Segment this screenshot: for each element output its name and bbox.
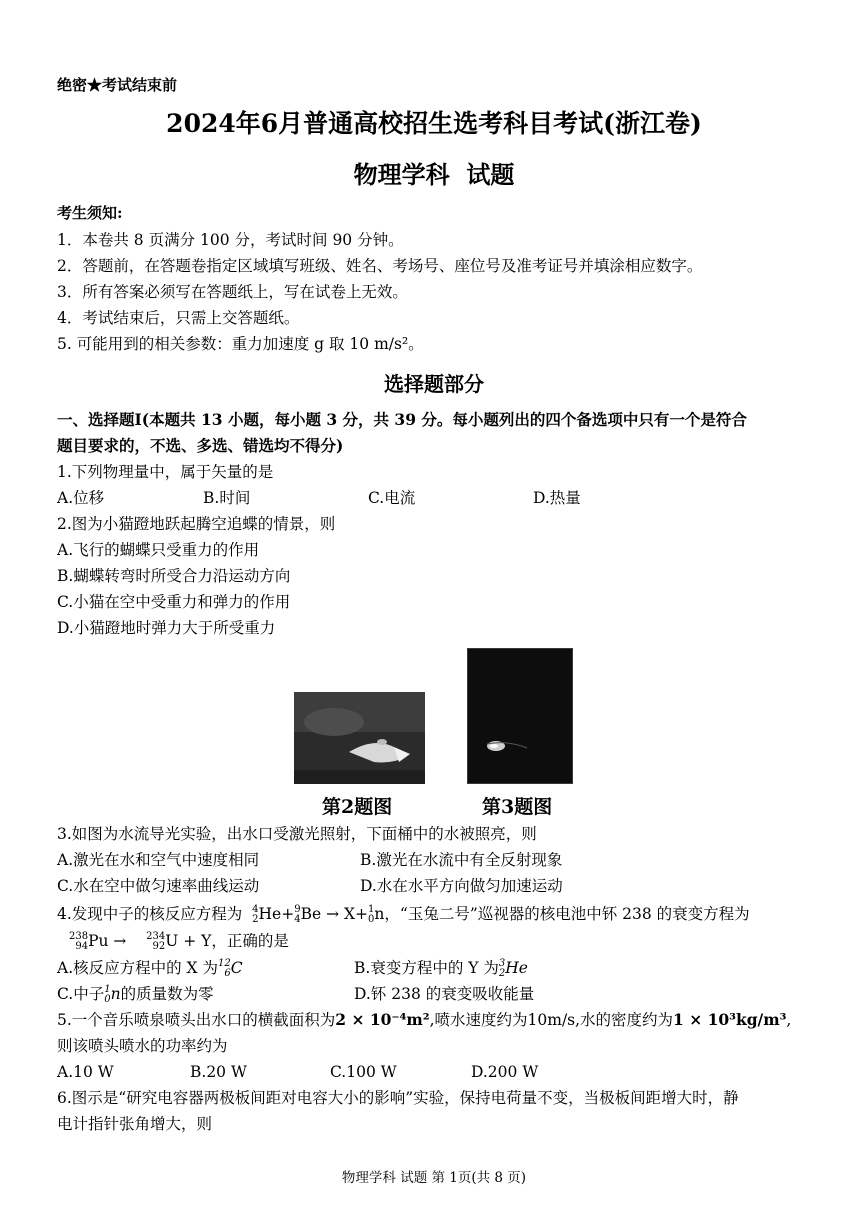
equation-part: He+ xyxy=(258,905,295,923)
q4-stem-text: 4.发现中子的核反应方程为 xyxy=(57,905,243,923)
option-text: A.核反应方程中的 X 为 xyxy=(57,959,219,977)
q5-option-c: C.100 W xyxy=(330,1063,397,1081)
element-symbol: n xyxy=(110,985,121,1003)
q5-option-d: D.200 W xyxy=(471,1063,539,1081)
equation-part: U + Y xyxy=(165,932,212,950)
density-value: 1 × 10³kg/m³ xyxy=(673,1010,787,1029)
mass-number: 12 xyxy=(218,958,231,969)
notice-item: 1．本卷共 8 页满分 100 分，考试时间 90 分钟。 xyxy=(57,231,404,249)
equation-part: Be → X+ xyxy=(300,905,369,923)
question-1-stem: 1.下列物理量中，属于矢量的是 xyxy=(57,463,274,481)
atomic-number: 4 xyxy=(294,914,301,925)
notice-item: 2．答题前，在答题卷指定区域填写班级、姓名、考场号、座位号及准考证号并填涂相应数字。 xyxy=(57,257,703,275)
subject-title: 物理学科 试题 xyxy=(353,160,515,189)
notice-item: 3．所有答案必须写在答题纸上，写在试卷上无效。 xyxy=(57,283,408,301)
option-text: C.中子 xyxy=(57,985,105,1003)
mass-number: 1 xyxy=(104,984,111,995)
question-5-line1 xyxy=(57,1007,791,1033)
q1-option-b: B.时间 xyxy=(203,489,251,507)
figure-3-label: 第3题图 xyxy=(482,796,553,818)
equation-part: n xyxy=(374,905,385,923)
mass-number: 4 xyxy=(252,904,259,915)
atomic-number: 92 xyxy=(152,941,166,952)
question-4-line2 xyxy=(69,928,289,954)
q4-option-b xyxy=(354,955,528,981)
option-text: 的质量数为零 xyxy=(120,985,214,1003)
atomic-number: 94 xyxy=(75,941,89,952)
section-instruction: 一、选择题Ⅰ(本题共 13 小题，每小题 3 分，共 39 分。每小题列出的四个备选项中只有一个是符合 xyxy=(57,410,747,429)
q2-option-b: B.蝴蝶转弯时所受合力沿运动方向 xyxy=(57,567,291,585)
element-symbol: He xyxy=(505,959,528,977)
q3-option-d: D.水在水平方向做匀加速运动 xyxy=(360,877,563,895)
area-value: 2 × 10⁻⁴m² xyxy=(335,1010,430,1029)
q5-stem-text: ,喷水速度约为10m/s,水的密度约为 xyxy=(429,1011,674,1029)
section-title: 选择题部分 xyxy=(384,372,484,396)
q4-option-d: D.钚 238 的衰变吸收能量 xyxy=(354,985,535,1003)
notice-item: 5. 可能用到的相关参数：重力加速度 g 取 10 m/s²。 xyxy=(57,335,424,353)
q3-option-a: A.激光在水和空气中速度相同 xyxy=(57,851,260,869)
atomic-number: 2 xyxy=(252,914,259,925)
q2-option-d: D.小猫蹬地时弹力大于所受重力 xyxy=(57,619,276,637)
q4-stem-text: ，正确的是 xyxy=(211,932,289,950)
question-3-stem: 3.如图为水流导光实验，出水口受激光照射，下面桶中的水被照亮，则 xyxy=(57,825,537,843)
q2-option-a: A.飞行的蝴蝶只受重力的作用 xyxy=(57,541,260,559)
element-symbol: C xyxy=(230,959,243,977)
q5-stem-text: 5.一个音乐喷泉喷头出水口的横截面积为 xyxy=(57,1011,336,1029)
question-6-line2: 电计指针张角增大，则 xyxy=(57,1115,213,1133)
question-4-line1 xyxy=(57,901,750,927)
option-text: B.衰变方程中的 Y 为 xyxy=(354,959,499,977)
figure-3-photo xyxy=(467,648,573,784)
mass-number: 1 xyxy=(368,904,375,915)
mass-number: 3 xyxy=(498,958,506,969)
q5-option-a: A.10 W xyxy=(57,1063,114,1081)
equation-part: Pu → xyxy=(88,932,127,950)
exam-title: 2024年6月普通高校招生选考科目考试(浙江卷) xyxy=(166,109,702,138)
q3-option-b: B.激光在水流中有全反射现象 xyxy=(360,851,563,869)
q2-option-c: C.小猫在空中受重力和弹力的作用 xyxy=(57,593,291,611)
q3-option-c: C.水在空中做匀速率曲线运动 xyxy=(57,877,260,895)
atomic-number: 0 xyxy=(104,994,111,1005)
q4-stem-text: ，“玉兔二号”巡视器的核电池中钚 238 的衰变方程为 xyxy=(384,905,750,923)
question-5-line2: 则该喷头喷水的功率约为 xyxy=(57,1037,228,1055)
atomic-number: 6 xyxy=(224,968,231,979)
q1-option-d: D.热量 xyxy=(533,489,581,507)
figure-2-photo xyxy=(294,692,425,784)
q1-option-a: A.位移 xyxy=(57,489,105,507)
secret-label: 绝密★考试结束前 xyxy=(57,76,178,94)
figure-2-label: 第2题图 xyxy=(322,796,393,818)
question-6-line1: 6.图示是“研究电容器两极板间距对电容大小的影响”实验，保持电荷量不变，当极板间距增大时，静 xyxy=(57,1089,739,1107)
q1-option-c: C.电流 xyxy=(368,489,416,507)
mass-number: 238 xyxy=(69,931,89,942)
atomic-number: 2 xyxy=(498,968,506,979)
mass-number: 234 xyxy=(146,931,166,942)
notice-item: 4．考试结束后，只需上交答题纸。 xyxy=(57,309,300,327)
page-footer: 物理学科 试题 第 1页(共 8 页) xyxy=(341,1170,527,1186)
q5-option-b: B.20 W xyxy=(190,1063,247,1081)
q4-option-a xyxy=(57,955,243,981)
question-2-stem: 2.图为小猫蹬地跃起腾空追蝶的情景，则 xyxy=(57,515,336,533)
q5-stem-text: , xyxy=(786,1011,792,1029)
mass-number: 9 xyxy=(294,904,301,915)
section-instruction: 题目要求的，不选、多选、错选均不得分) xyxy=(57,436,344,455)
atomic-number: 0 xyxy=(368,914,375,925)
q4-option-c xyxy=(57,981,214,1007)
notice-heading: 考生须知: xyxy=(57,204,123,222)
